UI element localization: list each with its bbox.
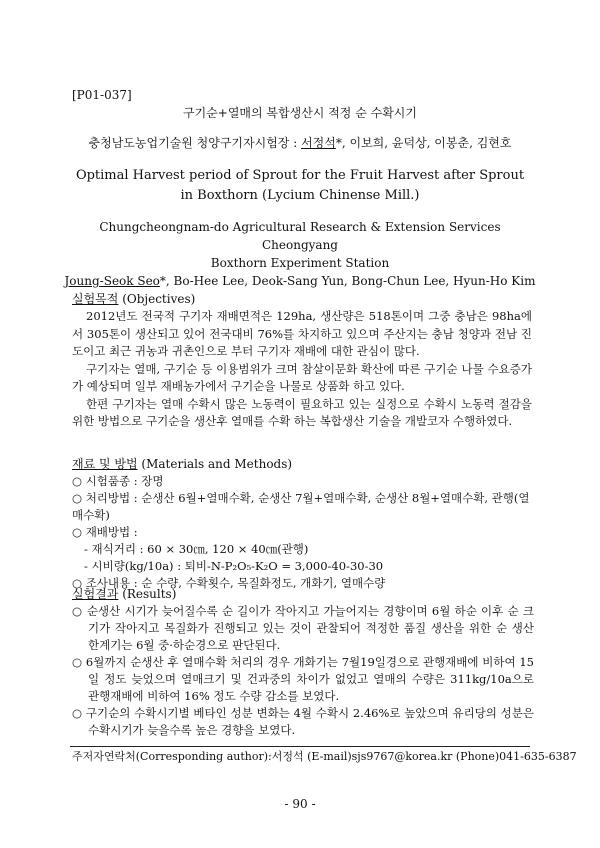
- affiliation: [60, 218, 540, 290]
- results-item: ○ 6월까지 순생산 후 열매수확 처리의 경우 개화기는 7월19일경으로 관행재배에 비하여 15일 정도 늦었으며 열매크기 및 건과중의 차이가 없었고 열매의 수량은 311kg/10a으로 관행재배에 비하여 16% 정도 수량 감소를 보였다.: [72, 655, 534, 703]
- methods-list: [72, 473, 534, 592]
- poster-code: [P01-037]: [72, 88, 132, 102]
- english-authors-rest: *, Bo-Hee Lee, Deok-Sang Yun, Bong-Chun Lee, Hyun-Ho Kim: [159, 274, 536, 288]
- affiliation-line-1: Chungcheongnam-do Agricultural Research & Extension Services Cheongyang: [99, 220, 501, 252]
- english-authors: [60, 272, 540, 290]
- methods-subitem: - 재식거리 : 60 × 30㎝, 120 × 40㎝(관행): [84, 542, 309, 556]
- objectives-body: [72, 308, 532, 431]
- results-heading-ko: 실험결과: [72, 587, 119, 601]
- methods-item: ○ 처리방법 : 순생산 6월+열매수확, 순생산 7월+열매수확, 순생산 8월+열매수확, 관행(열매수확): [72, 491, 530, 522]
- objectives-paragraph: 구기자는 열매, 구기순 등 이용범위가 크며 참살이문화 확산에 따른 구기순 나물 수요증가가 예상되며 일부 재배농가에서 구기순을 나물로 상품화 하고 있다.: [72, 361, 532, 393]
- english-title: Optimal Harvest period of Sprout for the Fruit Harvest after Sprout in Boxthorn (Lycium Chinense Mill.): [75, 168, 525, 203]
- results-item: ○ 구기순의 수확시기별 베타인 성분 변화는 4월 수확시 2.46%로 높았으며 유리당의 성분은 수확시기가 늦을수록 높은 경향을 보였다.: [72, 706, 534, 737]
- korean-authors-rest: *, 이보희, 윤덕상, 이봉춘, 김현호: [335, 136, 512, 150]
- korean-title: 구기순+열매의 복합생산시 적정 순 수확시기: [183, 106, 417, 120]
- affiliation-line-2: Boxthorn Experiment Station: [210, 256, 390, 270]
- methods-heading: [72, 455, 292, 472]
- methods-heading-ko: 재료 및 방법: [72, 457, 138, 471]
- corresponding-author: 주저자연락처(Corresponding author):서정석 (E-mail)sjs9767@korea.kr (Phone)041-635-6387: [72, 750, 577, 763]
- footer-divider: [70, 746, 530, 747]
- objectives-heading-ko: 실험목적: [72, 292, 119, 306]
- korean-first-author: 서정석: [301, 136, 336, 150]
- results-heading-en: (Results): [118, 587, 177, 601]
- results-list: [72, 603, 534, 739]
- english-first-author: Joung-Seok Seo: [64, 274, 160, 288]
- page-number: - 90 -: [284, 797, 316, 811]
- methods-item: ○ 재배방법 :: [72, 525, 138, 539]
- objectives-heading: [72, 290, 195, 307]
- objectives-paragraph: 2012년도 전국적 구기자 재배면적은 129ha, 생산량은 518톤이며 그중 충남은 98ha에서 305톤이 생산되고 있어 전국대비 76%를 차지하고 있으며 주산지는 충남 청양과 전남 진도이고 최근 귀농과 귀촌인으로 부터 구기자 재배에 대한 관심이 많다.: [72, 309, 532, 358]
- objectives-paragraph: 한편 구기자는 열매 수확시 많은 노동력이 필요하고 있는 실정으로 수확시 노동력 절감을 위한 방법으로 구기순을 생산후 열매를 수확 하는 복합생산 기술을 개발코자 수행하였다.: [72, 396, 532, 428]
- results-heading: [72, 585, 176, 602]
- methods-subitem: - 시비량(kg/10a) : 퇴비-N-P₂O₅-K₂O = 3,000-40-30-30: [84, 559, 384, 573]
- methods-item: ○ 조사내용 : 순 수량, 수확횟수, 목질화정도, 개화기, 열매수량: [72, 576, 386, 590]
- korean-authors-prefix: 충청남도농업기술원 청양구기자시험장 :: [88, 136, 302, 150]
- methods-item: ○ 시험품종 : 장명: [72, 474, 164, 488]
- methods-heading-en: (Materials and Methods): [137, 457, 293, 471]
- korean-authors: [0, 134, 600, 151]
- results-item: ○ 순생산 시기가 늦어질수록 순 길이가 작아지고 가늘어지는 경향이며 6월 하순 이후 순 크기가 작아지고 목질화가 진행되고 있는 것이 관찰되어 적정한 품질 생산을 위한 순 생산 한계기는 6월 중·하순경으로 판단된다.: [72, 604, 534, 652]
- objectives-heading-en: (Objectives): [118, 292, 196, 306]
